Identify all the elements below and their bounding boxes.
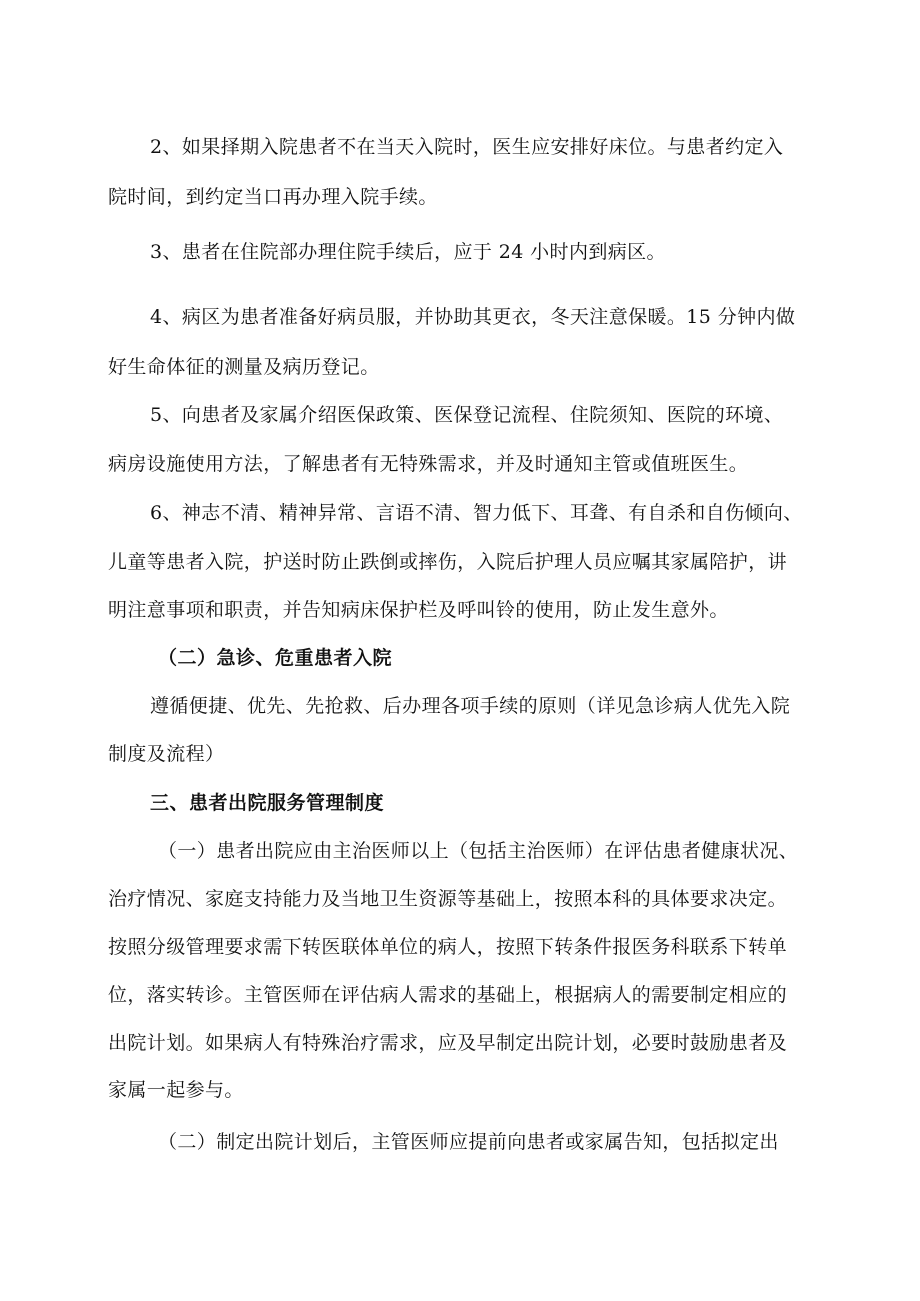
item-2-line-2: 院时间，到约定当口再办理入院手续。 <box>108 186 438 208</box>
item-2-line-1: 2、如果择期入院患者不在当天入院时，医生应安排好床位。与患者约定入 <box>150 136 784 158</box>
discharge-1-line-1: （一）患者出院应由主治医师以上（包括主治医师）在评估患者健康状况、 <box>158 840 799 862</box>
discharge-2-line-1: （二）制定出院计划后，主管医师应提前向患者或家属告知，包括拟定出 <box>158 1131 779 1153</box>
item-6-line-2: 儿童等患者入院，护送时防止跌倒或摔伤，入院后护理人员应嘱其家属陪护，讲 <box>108 551 788 573</box>
emergency-line-1: 遵循便捷、优先、先抢救、后办理各项手续的原则（详见急诊病人优先入院 <box>150 695 791 717</box>
item-6-line-1: 6、神志不清、精神异常、言语不清、智力低下、耳聋、有自杀和自伤倾向、 <box>150 502 803 524</box>
item-4-line-2: 好生命体征的测量及病历登记。 <box>108 356 380 378</box>
discharge-1-line-3: 按照分级管理要求需下转医联体单位的病人，按照下转条件报医务科联系下转单 <box>108 936 788 958</box>
item-4-line-1: 4、病区为患者准备好病员服，并协助其更衣，冬天注意保暖。15 分钟内做 <box>150 306 796 328</box>
item-5-line-2: 病房设施使用方法，了解患者有无特殊需求，并及时通知主管或值班医生。 <box>108 453 749 475</box>
discharge-1-line-4: 位，落实转诊。主管医师在评估病人需求的基础上，根据病人的需要制定相应的 <box>108 984 788 1006</box>
discharge-1-line-2: 治疗情况、家庭支持能力及当地卫生资源等基础上，按照本科的具体要求决定。 <box>108 888 788 910</box>
discharge-1-line-6: 家属一起参与。 <box>108 1079 244 1101</box>
section-heading-discharge: 三、患者出院服务管理制度 <box>150 792 385 814</box>
discharge-1-line-5: 出院计划。如果病人有特殊治疗需求，应及早制定出院计划，必要时鼓励患者及 <box>108 1032 788 1054</box>
item-6-line-3: 明注意事项和职责，并告知病床保护栏及呼叫铃的使用，防止发生意外。 <box>108 599 729 621</box>
emergency-line-2: 制度及流程） <box>108 743 225 765</box>
item-3-line-1: 3、患者在住院部办理住院手续后，应于 24 小时内到病区。 <box>150 241 666 263</box>
section-heading-emergency: （二）急诊、危重患者入院 <box>158 647 393 669</box>
item-5-line-1: 5、向患者及家属介绍医保政策、医保登记流程、住院须知、医院的环境、 <box>150 404 784 426</box>
